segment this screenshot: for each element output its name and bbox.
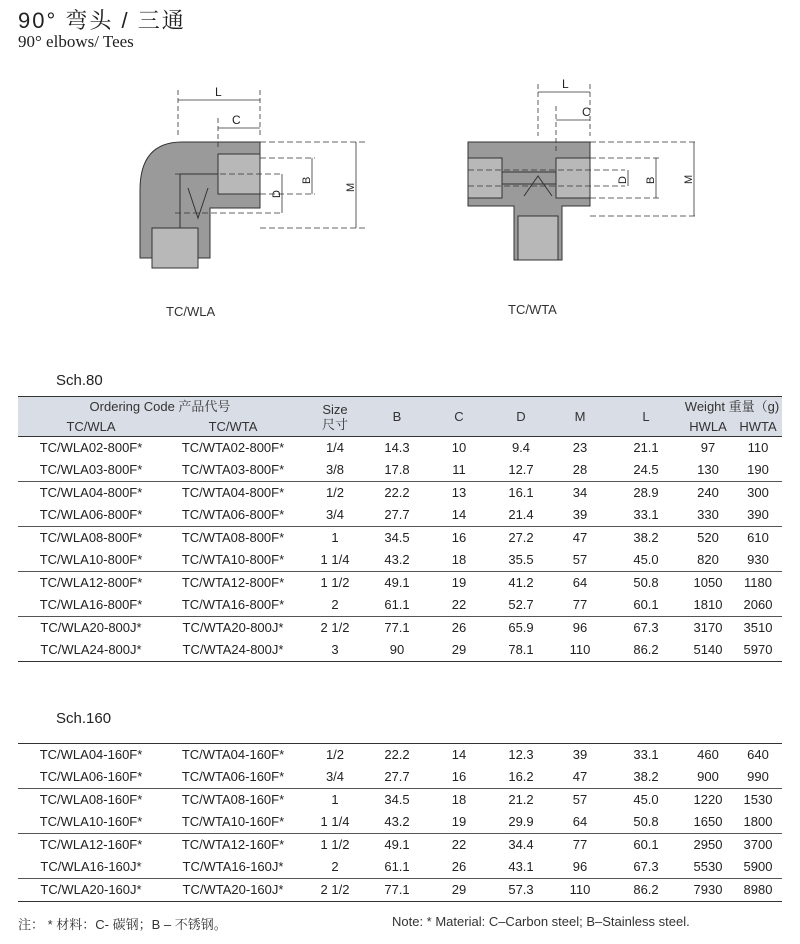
cell-c: 13 (451, 485, 467, 500)
cell-m: 110 (550, 639, 610, 662)
cell-m: 34 (572, 485, 588, 500)
cell-l: 67.3 (610, 856, 682, 879)
sch80-label: Sch.80 (56, 372, 103, 389)
cell-l: 86.2 (610, 879, 682, 902)
cell-hwla: 240 (697, 485, 719, 500)
cell-b: 61.1 (368, 594, 426, 617)
tee-bottom-socket (518, 216, 558, 260)
elbow-diagram-label: TC/WLA (166, 304, 216, 319)
cell-l: 24.5 (610, 459, 682, 482)
cell-hwta: 300 (747, 485, 769, 500)
cell-wla-code: TC/WLA20-800J* (40, 620, 142, 635)
weight-header: Weight 重量（g) (682, 397, 782, 418)
tee-diagram (450, 76, 720, 276)
note-en: Note: * Material: C–Carbon steel; B–Stainless steel. (392, 914, 690, 929)
cell-wta-code: TC/WTA03-800F* (164, 459, 302, 482)
b-header: B (368, 397, 426, 437)
cell-size: 1 (331, 792, 339, 807)
sch160-table (18, 743, 782, 902)
cell-hwta: 1530 (743, 792, 773, 807)
svg-text:L: L (215, 85, 222, 99)
cell-d: 21.2 (508, 792, 534, 807)
cell-b: 77.1 (384, 620, 410, 635)
table-row (18, 789, 782, 812)
cell-b: 90 (368, 639, 426, 662)
cell-l: 50.8 (610, 811, 682, 834)
cell-wta-code: TC/WTA08-160F* (181, 792, 285, 807)
cell-m: 77 (550, 594, 610, 617)
cell-b: 43.2 (368, 811, 426, 834)
cell-c: 14 (426, 504, 492, 527)
cell-c: 29 (426, 639, 492, 662)
cell-l: 67.3 (633, 620, 659, 635)
table-row (18, 572, 782, 595)
cell-l: 28.9 (633, 485, 659, 500)
table-row (18, 617, 782, 640)
svg-text:C: C (582, 105, 591, 119)
cell-c: 26 (451, 620, 467, 635)
wta-header: TC/WTA (164, 417, 302, 437)
cell-wla-code: TC/WLA16-800F* (18, 594, 164, 617)
cell-size: 1 (331, 530, 339, 545)
cell-b: 77.1 (368, 879, 426, 902)
cell-hwta: 3510 (743, 620, 773, 635)
hwta-header: HWTA (734, 417, 782, 437)
cell-hwla: 5530 (682, 856, 734, 879)
hwla-header: HWLA (682, 417, 734, 437)
cell-d: 27.2 (508, 530, 534, 545)
svg-text:C: C (232, 113, 241, 127)
cell-hwla: 2950 (693, 837, 723, 852)
cell-b: 17.8 (368, 459, 426, 482)
cell-wla-code: TC/WLA02-800F* (39, 440, 143, 455)
cell-wta-code: TC/WTA10-160F* (164, 811, 302, 834)
sch160-label: Sch.160 (56, 710, 112, 727)
cell-d: 12.3 (508, 747, 534, 762)
svg-text:L: L (562, 77, 569, 91)
cell-m: 39 (550, 504, 610, 527)
l-header: L (610, 397, 682, 437)
table-row (18, 437, 782, 460)
table-row (18, 811, 782, 834)
cell-hwta: 8980 (734, 879, 782, 902)
table-row (18, 504, 782, 527)
cell-m: 64 (572, 575, 588, 590)
cell-hwla: 520 (697, 530, 719, 545)
cell-hwta: 640 (747, 747, 769, 762)
cell-l: 45.0 (633, 792, 659, 807)
cell-hwla: 1810 (682, 594, 734, 617)
table-row (18, 744, 782, 767)
table-row (18, 766, 782, 789)
cell-wla-code: TC/WLA04-160F* (39, 747, 143, 762)
tee-left-socket (468, 158, 502, 198)
cell-b: 49.1 (384, 837, 410, 852)
cell-b: 27.7 (368, 766, 426, 789)
cell-m: 57 (572, 792, 588, 807)
elbow-bottom-socket (152, 228, 198, 268)
cell-l: 45.0 (610, 549, 682, 572)
cell-m: 28 (550, 459, 610, 482)
cell-hwta: 2060 (734, 594, 782, 617)
cell-wta-code: TC/WTA08-800F* (181, 530, 285, 545)
cell-wta-code: TC/WTA06-800F* (164, 504, 302, 527)
svg-text:B: B (645, 176, 657, 184)
cell-wta-code: TC/WTA10-800F* (164, 549, 302, 572)
table-row (18, 834, 782, 857)
cell-c: 19 (451, 575, 467, 590)
tee-right-socket (556, 158, 590, 198)
cell-d: 65.9 (508, 620, 534, 635)
cell-m: 23 (572, 440, 588, 455)
table-row (18, 639, 782, 662)
cell-hwla: 3170 (693, 620, 723, 635)
cell-hwla: 1650 (682, 811, 734, 834)
cell-b: 34.5 (384, 530, 410, 545)
cell-c: 10 (451, 440, 467, 455)
cell-b: 22.2 (384, 747, 410, 762)
cell-size: 3/4 (302, 504, 368, 527)
cell-b: 14.3 (384, 440, 410, 455)
cell-m: 57 (550, 549, 610, 572)
cell-wla-code: TC/WLA16-160J* (18, 856, 164, 879)
cell-hwta: 1180 (744, 575, 772, 590)
svg-text:B: B (301, 176, 313, 184)
c-header: C (426, 397, 492, 437)
cell-wta-code: TC/WTA16-800F* (164, 594, 302, 617)
cell-size: 2 1/2 (302, 879, 368, 902)
cell-wta-code: TC/WTA20-800J* (182, 620, 284, 635)
cell-size: 1/2 (325, 485, 345, 500)
cell-m: 64 (550, 811, 610, 834)
cell-l: 50.8 (633, 575, 659, 590)
cell-wta-code: TC/WTA24-800J* (164, 639, 302, 662)
cell-size: 3 (302, 639, 368, 662)
svg-text:M: M (345, 182, 357, 192)
cell-d: 16.2 (492, 766, 550, 789)
note-cn: 注： * 材料：C- 碳钢；B – 不锈钢。 (18, 917, 227, 932)
cell-c: 19 (426, 811, 492, 834)
size-header: Size 尺寸 (302, 397, 368, 437)
svg-text:D: D (271, 190, 283, 198)
cell-wta-code: TC/WTA16-160J* (164, 856, 302, 879)
cell-hwla: 1050 (693, 575, 723, 590)
tee-diagram-label: TC/WTA (508, 302, 557, 317)
cell-wla-code: TC/WLA20-160J* (18, 879, 164, 902)
cell-hwla: 97 (700, 440, 716, 455)
cell-wta-code: TC/WTA02-800F* (181, 440, 285, 455)
cell-hwta: 110 (747, 440, 769, 455)
cell-wta-code: TC/WTA12-800F* (181, 575, 285, 590)
wla-header: TC/WLA (18, 417, 164, 437)
cell-c: 16 (451, 530, 467, 545)
cell-m: 47 (572, 530, 588, 545)
table-row (18, 459, 782, 482)
cell-hwla: 820 (682, 549, 734, 572)
cell-size: 1 1/4 (302, 549, 368, 572)
cell-hwta: 3700 (743, 837, 773, 852)
cell-wla-code: TC/WLA12-800F* (39, 575, 143, 590)
cell-hwla: 460 (697, 747, 719, 762)
cell-c: 18 (451, 792, 467, 807)
cell-d: 16.1 (508, 485, 534, 500)
cell-c: 14 (451, 747, 467, 762)
cell-hwla: 330 (682, 504, 734, 527)
cell-c: 16 (426, 766, 492, 789)
table-row (18, 482, 782, 505)
cell-m: 96 (550, 856, 610, 879)
cell-wla-code: TC/WLA24-800J* (18, 639, 164, 662)
cell-m: 96 (572, 620, 588, 635)
cell-l: 38.2 (610, 766, 682, 789)
cell-size: 2 (302, 856, 368, 879)
cell-d: 35.5 (492, 549, 550, 572)
cell-hwla: 1220 (693, 792, 723, 807)
cell-hwta: 990 (734, 766, 782, 789)
sch80-body (18, 437, 782, 662)
cell-d: 43.1 (492, 856, 550, 879)
cell-b: 34.5 (384, 792, 410, 807)
cell-d: 78.1 (492, 639, 550, 662)
cell-m: 39 (572, 747, 588, 762)
cell-d: 34.4 (508, 837, 534, 852)
cell-c: 22 (426, 594, 492, 617)
cell-b: 43.2 (368, 549, 426, 572)
cell-wla-code: TC/WLA03-800F* (18, 459, 164, 482)
cell-size: 2 1/2 (320, 620, 350, 635)
svg-text:D: D (617, 176, 629, 184)
cell-hwla: 5140 (682, 639, 734, 662)
cell-wla-code: TC/WLA06-160F* (18, 766, 164, 789)
table-row (18, 594, 782, 617)
m-header: M (550, 397, 610, 437)
cell-c: 26 (426, 856, 492, 879)
cell-hwta: 5900 (734, 856, 782, 879)
table-row (18, 549, 782, 572)
sch160-body (18, 744, 782, 902)
cell-size: 1/2 (325, 747, 345, 762)
cell-c: 11 (426, 459, 492, 482)
cell-l: 86.2 (610, 639, 682, 662)
cell-hwta: 1800 (734, 811, 782, 834)
cell-l: 60.1 (610, 594, 682, 617)
cell-hwla: 7930 (682, 879, 734, 902)
cell-b: 61.1 (368, 856, 426, 879)
d-header: D (492, 397, 550, 437)
cell-wla-code: TC/WLA10-800F* (18, 549, 164, 572)
cell-hwta: 5970 (734, 639, 782, 662)
cell-wla-code: TC/WLA12-160F* (39, 837, 143, 852)
cell-wla-code: TC/WLA08-160F* (39, 792, 143, 807)
cell-d: 9.4 (511, 440, 531, 455)
cell-d: 52.7 (492, 594, 550, 617)
cell-hwta: 930 (734, 549, 782, 572)
sch80-table (18, 396, 782, 662)
cell-l: 60.1 (633, 837, 659, 852)
cell-m: 110 (550, 879, 610, 902)
cell-wla-code: TC/WLA08-800F* (39, 530, 143, 545)
cell-l: 33.1 (633, 747, 659, 762)
cell-size: 1 1/2 (320, 575, 350, 590)
page-title-en: 90° elbows/ Tees (18, 32, 134, 51)
cell-wta-code: TC/WTA12-160F* (181, 837, 285, 852)
cell-b: 49.1 (384, 575, 410, 590)
cell-size: 2 (302, 594, 368, 617)
cell-d: 21.4 (492, 504, 550, 527)
cell-hwta: 390 (734, 504, 782, 527)
table-row (18, 856, 782, 879)
elbow-diagram (120, 78, 380, 278)
cell-wla-code: TC/WLA06-800F* (18, 504, 164, 527)
cell-c: 18 (426, 549, 492, 572)
cell-hwla: 900 (682, 766, 734, 789)
cell-wta-code: TC/WTA04-160F* (181, 747, 285, 762)
cell-d: 29.9 (492, 811, 550, 834)
cell-wta-code: TC/WTA20-160J* (164, 879, 302, 902)
cell-wta-code: TC/WTA04-800F* (181, 485, 285, 500)
cell-l: 38.2 (633, 530, 659, 545)
cell-size: 1 1/4 (302, 811, 368, 834)
svg-text:M: M (683, 174, 695, 184)
table-row (18, 527, 782, 550)
cell-wla-code: TC/WLA10-160F* (18, 811, 164, 834)
cell-c: 29 (426, 879, 492, 902)
cell-d: 41.2 (508, 575, 534, 590)
cell-size: 3/4 (302, 766, 368, 789)
ordering-code-header: Ordering Code 产品代号 (18, 397, 302, 418)
cell-hwla: 130 (682, 459, 734, 482)
cell-wla-code: TC/WLA04-800F* (39, 485, 143, 500)
cell-m: 77 (572, 837, 588, 852)
cell-l: 21.1 (633, 440, 659, 455)
cell-d: 57.3 (492, 879, 550, 902)
cell-hwta: 610 (747, 530, 769, 545)
cell-c: 22 (451, 837, 467, 852)
cell-l: 33.1 (610, 504, 682, 527)
cell-wta-code: TC/WTA06-160F* (164, 766, 302, 789)
cell-size: 3/8 (302, 459, 368, 482)
page-title-cn: 90° 弯头 / 三通 (18, 8, 186, 33)
cell-m: 47 (550, 766, 610, 789)
table-row (18, 879, 782, 902)
cell-d: 12.7 (492, 459, 550, 482)
cell-hwta: 190 (734, 459, 782, 482)
cell-size: 1/4 (325, 440, 345, 455)
cell-b: 27.7 (368, 504, 426, 527)
cell-size: 1 1/2 (320, 837, 350, 852)
cell-b: 22.2 (384, 485, 410, 500)
